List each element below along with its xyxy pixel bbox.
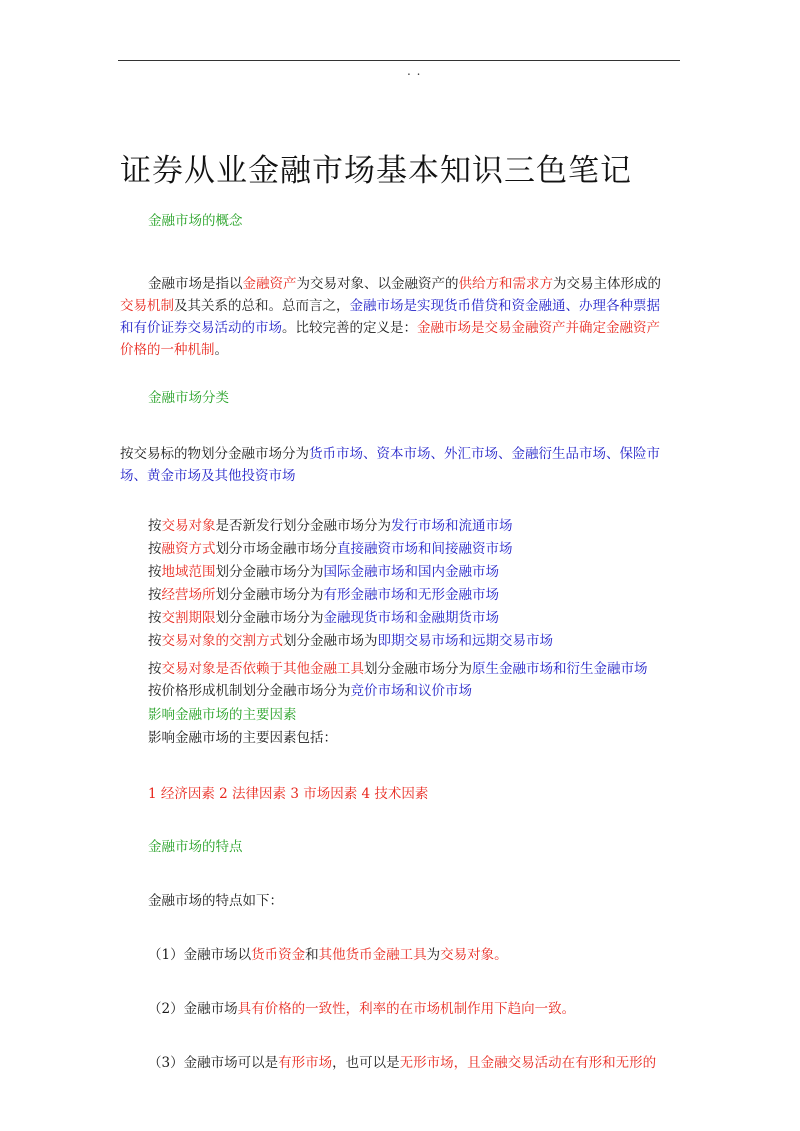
document-title: 证券从业金融市场基本知识三色笔记 [120,153,632,189]
classification-item [148,607,499,629]
red-highlight: 交易对象。 [440,947,508,963]
text-run: 影响金融市场的主要因素包括： [148,730,337,746]
red-highlight: 1 经济因素 2 法律因素 3 市场因素 4 技术因素 [148,786,429,802]
header-dots: . . [407,64,422,78]
paragraph-line [120,295,660,317]
blue-highlight: 货币市场、资本市场、外汇市场、金融衍生品市场、保险市 [309,446,660,462]
text-run: 划分金融市场分为 [364,661,472,677]
blue-highlight: 场、黄金市场及其他投资市场 [120,468,296,484]
red-highlight: 地域范围 [161,564,216,580]
paragraph-line [120,339,228,361]
feature-item [148,944,508,966]
paragraph-line [148,727,337,749]
text-run: 。 [214,342,228,358]
red-highlight: 其他货币金融工具 [318,947,427,963]
red-highlight: 供给方和需求方 [458,276,553,292]
green-heading-text: 金融市场分类 [148,390,229,406]
classification-item [148,538,513,560]
paragraph-line [120,443,660,465]
paragraph-line [148,890,283,912]
blue-highlight: 发行市场和流通市场 [391,518,513,534]
text-run: 是否新发行划分金融市场分为 [215,518,391,534]
paragraph-line [120,317,660,339]
text-run: 按价格形成机制划分金融市场分为 [148,683,351,699]
text-run: （2）金融市场 [148,1001,238,1017]
text-run: 和 [305,947,319,963]
classification-item [148,658,648,680]
classification-item [148,630,553,652]
green-heading-text: 影响金融市场的主要因素 [148,707,297,723]
red-highlight: 交易机制 [120,298,174,314]
red-highlight: 融资方式 [161,541,216,557]
text-run: 为交易主体形成的 [553,276,661,292]
text-run: 金融市场是指以 [148,276,243,292]
text-run: 按交易标的物划分金融市场分为 [120,446,309,462]
text-run: 按 [148,541,162,557]
text-run: 。比较完善的定义是： [282,320,417,336]
section-heading-classification [148,387,229,409]
paragraph-line [120,465,296,487]
text-run: 为 [426,947,441,963]
red-highlight: 交易对象是否依赖于其他金融工具 [161,661,364,677]
classification-item [148,584,499,606]
red-highlight: 具有价格的一致性，利率的在市场机制作用下趋向一致。 [237,1001,576,1017]
text-run: ，也可以是 [332,1055,400,1071]
text-run: 金融市场的特点如下： [148,893,283,909]
green-heading-text: 金融市场的概念 [148,213,243,229]
text-run: 划分金融市场分为 [215,564,324,580]
feature-item [148,1052,656,1074]
header-rule [118,60,680,61]
red-highlight: 金融资产 [242,276,297,292]
text-run: 划分市场金融市场分 [215,541,337,557]
section-heading-factors [148,704,297,726]
classification-item [148,680,472,702]
factors-list [148,783,428,805]
red-highlight: 价格的一种机制 [120,342,215,358]
text-run: 按 [148,610,162,626]
section-heading-features [148,836,243,858]
red-highlight: 经营场所 [161,587,216,603]
red-highlight: 无形市场，且金融交易活动在有形和无形的 [399,1055,657,1071]
blue-highlight: 国际金融市场和国内金融市场 [323,564,499,580]
red-highlight: 交易对象的交割方式 [161,633,283,649]
section-heading-concept [148,210,243,232]
red-highlight: 有形市场 [278,1055,333,1071]
classification-item [148,515,513,537]
blue-highlight: 直接融资市场和间接融资市场 [337,541,513,557]
blue-highlight: 金融市场是实现货币借贷和资金融通、办理各种票据 [349,298,660,314]
text-run: 为交易对象、以金融资产的 [296,276,459,292]
blue-highlight: 原生金融市场和衍生金融市场 [472,661,648,677]
text-run: （3）金融市场可以是 [148,1055,279,1071]
text-run: 划分金融市场分为 [215,587,324,603]
red-highlight: 交易对象 [161,518,216,534]
text-run: （1）金融市场以 [148,947,252,963]
blue-highlight: 即期交易市场和远期交易市场 [377,633,553,649]
red-highlight: 货币资金 [251,947,306,963]
text-run: 划分金融市场分为 [215,610,324,626]
text-run: 按 [148,587,162,603]
text-run: 及其关系的总和。总而言之， [174,298,350,314]
classification-item [148,561,499,583]
text-run: 按 [148,633,162,649]
blue-highlight: 有形金融市场和无形金融市场 [323,587,499,603]
blue-highlight: 金融现货市场和金融期货市场 [323,610,499,626]
text-run: 划分金融市场为 [283,633,378,649]
paragraph-line [148,273,661,295]
text-run: 按 [148,518,162,534]
blue-highlight: 和有价证券交易活动的市场 [120,320,282,336]
red-highlight: 金融市场是交易金融资产并确定金融资产 [417,320,660,336]
feature-item [148,998,575,1020]
text-run: 按 [148,564,162,580]
blue-highlight: 竞价市场和议价市场 [350,683,472,699]
red-highlight: 交割期限 [161,610,216,626]
text-run: 按 [148,661,162,677]
green-heading-text: 金融市场的特点 [148,839,243,855]
